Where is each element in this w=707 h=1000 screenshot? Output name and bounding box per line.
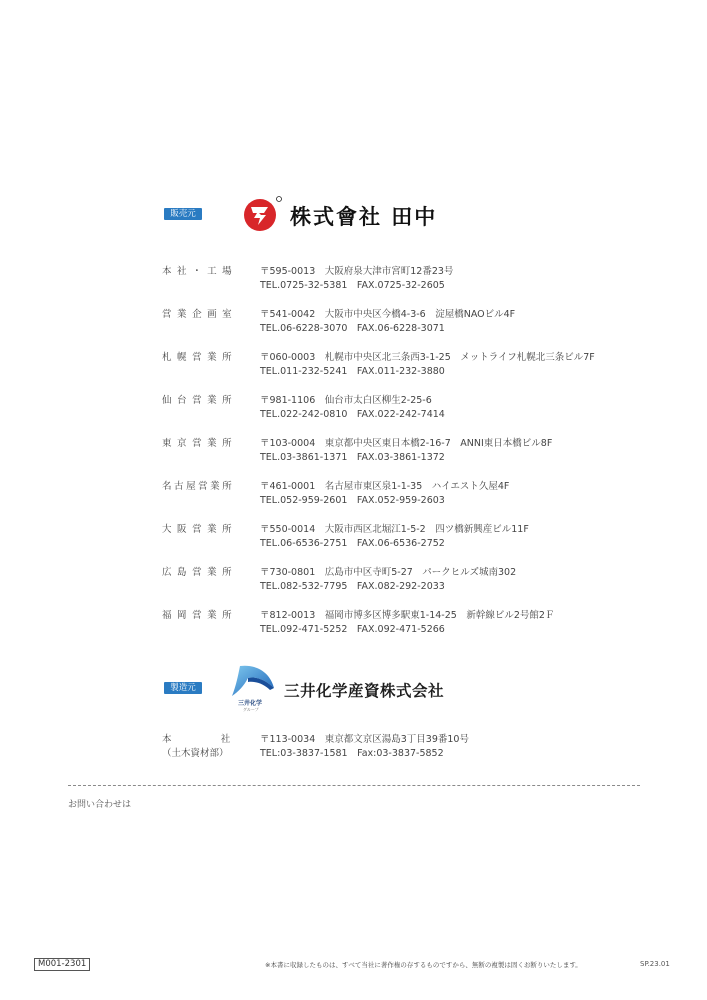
copyright-notice: ※本書に収録したものは、すべて当社に著作権の存するものですから、無断の複製は固くお断りいたします。 <box>265 961 582 969</box>
office-tel: TEL.082-532-7795 FAX.082-292-2033 <box>260 581 445 592</box>
office-tel: TEL.011-232-5241 FAX.011-232-3880 <box>260 366 445 377</box>
office-label: 本社・工場 <box>162 266 232 277</box>
dashed-divider <box>68 785 640 786</box>
mitsui-logo-sub: グループ <box>243 707 259 712</box>
office-address: 〒550-0014 大阪市西区北堀江1-5-2 四ツ橋新興産ビル11F <box>260 524 529 535</box>
office-tel: TEL.06-6228-3070 FAX.06-6228-3071 <box>260 323 445 334</box>
mitsui-logo-text: 三井化学 <box>238 700 263 707</box>
manufacturer-office-sublabel: （土木資材部） <box>162 748 229 759</box>
office-label: 東京営業所 <box>162 438 232 449</box>
version-code: SP.23.01 <box>640 960 670 968</box>
manufacturer-tel: TEL:03-3837-1581 Fax:03-3837-5852 <box>260 748 444 759</box>
office-label: 営業企画室 <box>162 309 232 320</box>
office-tel: TEL.022-242-0810 FAX.022-242-7414 <box>260 409 445 420</box>
mitsui-chemicals-logo <box>226 662 276 712</box>
document-code: M001-2301 <box>34 958 90 971</box>
office-tel: TEL.052-959-2601 FAX.052-959-2603 <box>260 495 445 506</box>
inquiry-label: お問い合わせは <box>68 800 132 810</box>
office-label: 名古屋営業所 <box>162 481 232 492</box>
office-address: 〒103-0004 東京都中央区東日本橋2-16-7 ANNI東日本橋ビル8F <box>260 438 553 449</box>
office-label: 札幌営業所 <box>162 352 232 363</box>
manufacturer-office-label: 本 社 <box>162 734 231 745</box>
manufacturer-company-name: 三井化学産資株式会社 <box>284 682 445 700</box>
office-address: 〒730-0801 広島市中区寺町5-27 パークヒルズ城南302 <box>260 567 517 578</box>
office-label: 福岡営業所 <box>162 610 232 621</box>
office-address: 〒812-0013 福岡市博多区博多駅東1-14-25 新幹線ビル2号館2Ｆ <box>260 610 555 621</box>
office-address: 〒595-0013 大阪府泉大津市宮町12番23号 <box>260 266 454 277</box>
office-address: 〒060-0003 札幌市中央区北三条西3-1-25 メットライフ札幌北三条ビル7F <box>260 352 595 363</box>
office-tel: TEL.0725-32-5381 FAX.0725-32-2605 <box>260 280 445 291</box>
office-label: 大阪営業所 <box>162 524 232 535</box>
distributor-company-name: 株式會社 田中 <box>290 204 438 229</box>
office-tel: TEL.03-3861-1371 FAX.03-3861-1372 <box>260 452 445 463</box>
office-tel: TEL.06-6536-2751 FAX.06-6536-2752 <box>260 538 445 549</box>
manufacturer-tag: 製造元 <box>164 682 202 694</box>
office-address: 〒461-0001 名古屋市東区泉1-1-35 ハイエスト久屋4F <box>260 481 510 492</box>
office-tel: TEL.092-471-5252 FAX.092-471-5266 <box>260 624 445 635</box>
office-address: 〒541-0042 大阪市中央区今橋4-3-6 淀屋橋NAOビル4F <box>260 309 516 320</box>
office-label: 広島営業所 <box>162 567 232 578</box>
manufacturer-address: 〒113-0034 東京都文京区湯島3丁目39番10号 <box>260 734 469 745</box>
office-address: 〒981-1106 仙台市太白区柳生2-25-6 <box>260 395 432 406</box>
office-label: 仙台営業所 <box>162 395 232 406</box>
distributor-tag: 販売元 <box>164 208 202 220</box>
tanaka-logo <box>242 193 482 237</box>
